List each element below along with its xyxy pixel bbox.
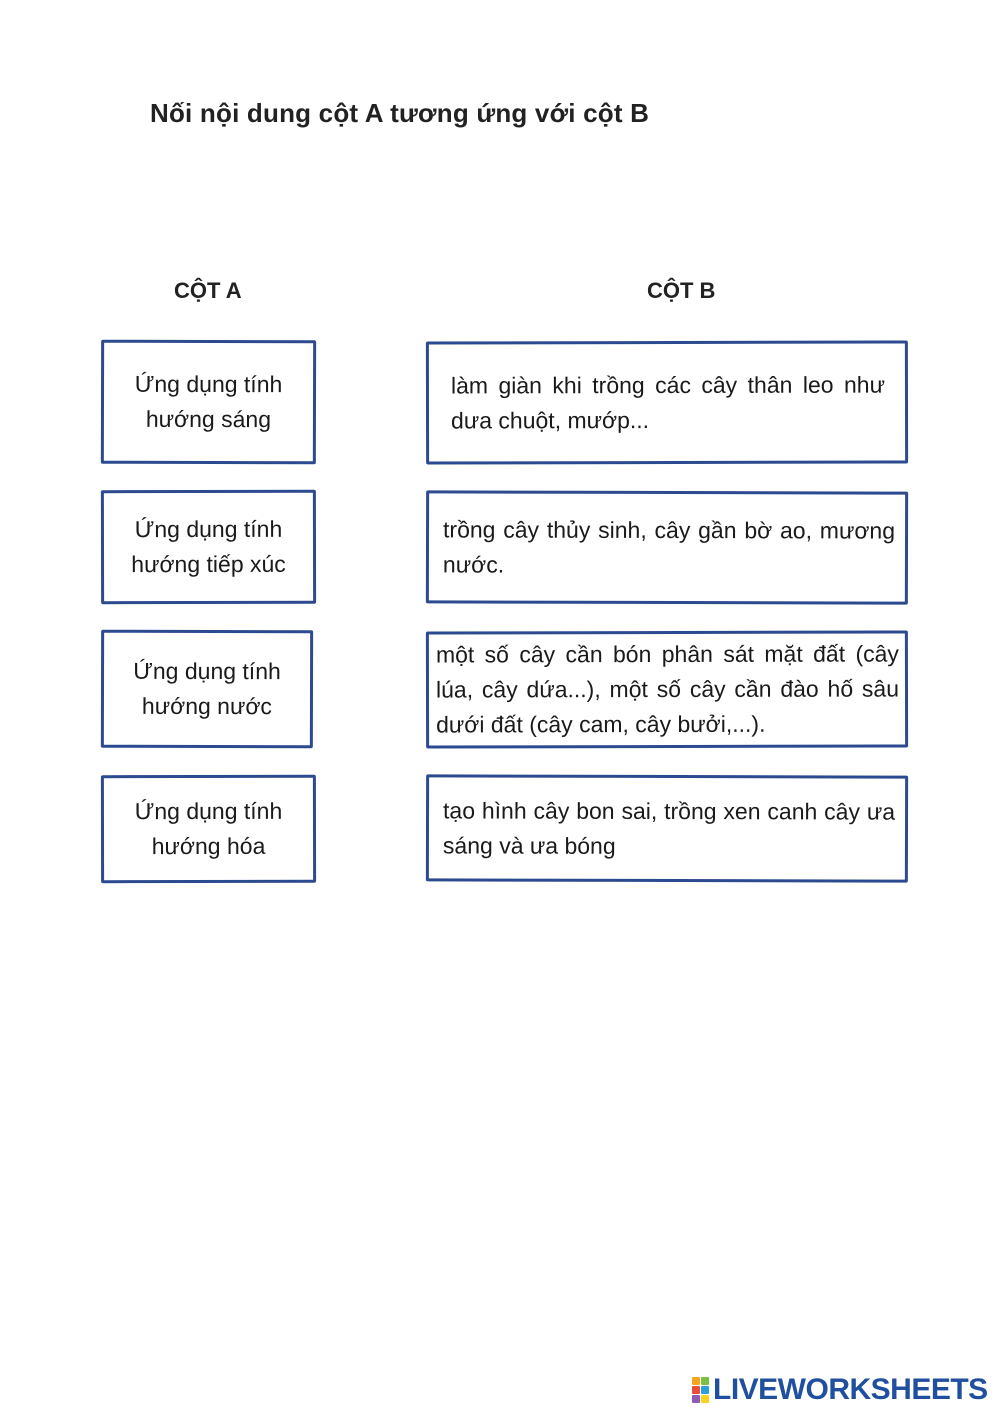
column-a-item-2-text: Ứng dụng tính hướng tiếp xúc xyxy=(131,515,286,578)
logo-tile xyxy=(692,1395,700,1403)
column-a-item-4[interactable] xyxy=(101,775,316,883)
column-b-item-2-text: trồng cây thủy sinh, cây gần bờ ao, mương nước. xyxy=(442,515,896,578)
column-b-item-3[interactable] xyxy=(426,630,908,748)
column-a-item-3-text: Ứng dụng tính hướng nước xyxy=(133,657,281,720)
logo-tile xyxy=(701,1377,709,1385)
column-b-item-1[interactable] xyxy=(426,340,908,464)
column-b-item-2[interactable] xyxy=(426,490,908,604)
column-b-item-3-text: một số cây cần bón phân sát mặt đất (cây lúa, cây dứa...), một số cây cần đào hố sâu dưới đất (cây cam, cây bưởi,...). xyxy=(435,640,900,738)
column-a-heading: CỘT A xyxy=(174,278,242,303)
logo-text: LIVEWORKSHEETS xyxy=(713,1373,988,1406)
column-b-item-4-text: tạo hình cây bon sai, trồng xen canh cây ưa sáng và ưa bóng xyxy=(442,796,896,859)
column-b-item-4[interactable] xyxy=(426,774,908,882)
column-a-item-2[interactable] xyxy=(101,490,316,604)
logo-tile xyxy=(701,1386,709,1394)
liveworksheets-logo xyxy=(692,1374,988,1406)
page-title: Nối nội dung cột A tương ứng với cột B xyxy=(150,98,650,128)
logo-tile xyxy=(692,1386,700,1394)
column-a-item-1[interactable] xyxy=(101,340,316,465)
logo-tile xyxy=(692,1377,700,1385)
column-b-heading: CỘT B xyxy=(647,278,716,303)
column-a-item-3[interactable] xyxy=(101,630,313,749)
column-b-item-1-text: làm giàn khi trồng các cây thân leo như dưa chuột, mướp... xyxy=(450,371,885,433)
logo-tile xyxy=(701,1395,709,1403)
column-a-item-1-text: Ứng dụng tính hướng sáng xyxy=(134,370,283,433)
logo-mark-icon xyxy=(692,1377,709,1403)
column-a-item-4-text: Ứng dụng tính hướng hóa xyxy=(134,797,283,860)
